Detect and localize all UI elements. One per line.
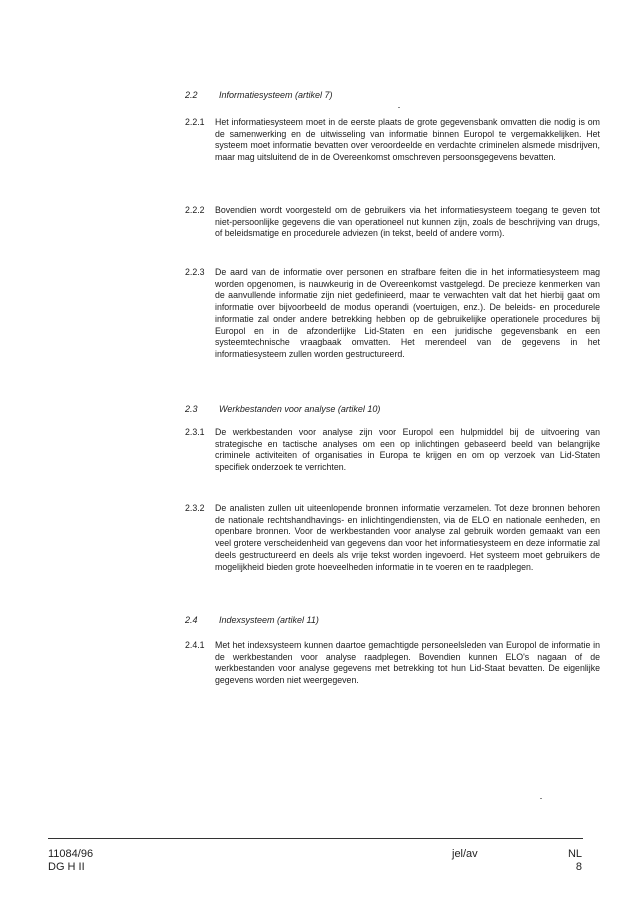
page-number: 8	[575, 861, 582, 873]
paragraph-number: 2.2.1	[185, 117, 205, 127]
paragraph-text: De werkbestanden voor analyse zijn voor Europol een hulpmiddel bij de uitvoering van strategische en tactische analyses om een op inlichtingen gebaseerd beeld van belangrijke criminele activiteiten of organisaties in Europa te krijgen en om op verzoek van Lid-Staten specifiek onderzoek te verrichten.	[215, 427, 600, 473]
paragraph-text: Bovendien wordt voorgesteld om de gebruikers via het informatiesysteem toegang te geven tot niet-persoonlijke gegevens die van operationeel nut kunnen zijn, zoals de beschrijving van drugs, of beleidsmatige en procedurele adviezen (in tekst, beeld of andere vorm).	[215, 205, 600, 239]
document-number: 11084/96	[48, 848, 94, 860]
paragraph-text: Het informatiesysteem moet in de eerste plaats de grote gegevensbank omvatten die nodig is om de samenwerking en de uitwisseling van informatie binnen Europol te vergemakkelijken. Het systeem moet informatie bevatten over veroordeelde en verdachte criminelen alsmede misdrijven, maar mag uitsluitend de in de Overeenkomst omschreven persoonsgegevens bevatten.	[215, 117, 600, 163]
paragraph-text: De aard van de informatie over personen en strafbare feiten die in het informatiesysteem mag worden opgenomen, is nauwkeurig in de Overeenkomst vastgelegd. De precieze kenmerken van de aanvullende informatie zijn niet gedefinieerd, maar te verwachten valt dat het hierbij gaat om informatie over bijvoorbeeld de modus operandi (voertuigen, enz.). De beleids- en procedurele informatie zal onder andere betrekking hebben op de gebruikelijke operationele procedures bij Europol en in de afzonderlijke Lid-Staten en een juridische gegevensbank en een systeemtechnische vraagbaak omvatten. Het merendeel van de gegevens in het informatiesysteem zullen worden gestructureerd.	[215, 267, 600, 359]
section-number: 2.2	[185, 90, 198, 100]
paragraph-2-4-1	[185, 640, 600, 687]
section-heading-2-3	[185, 404, 380, 414]
section-number: 2.4	[185, 615, 198, 625]
paragraph-number: 2.3.1	[185, 427, 205, 437]
section-heading-2-2	[185, 90, 333, 100]
directorate: DG H II	[48, 861, 85, 873]
footer-initials: jel/av	[452, 848, 478, 860]
paragraph-number: 2.3.2	[185, 503, 205, 513]
paragraph-text: De analisten zullen uit uiteenlopende bronnen informatie verzamelen. Tot deze bronnen behoren de nationale rechtshandhavings- en inlichtingendiensten, via de ELO en nationale eenheden, en openbare bronnen. Voor de werkbestanden voor analyse zal gebruik worden gemaakt van een veel grotere verscheidenheid van gegevens dan voor het informatiesysteem en deze informatie zal deels gestructureerd en deels als vrije tekst worden ingevoerd. Het systeem moet gebruikers de mogelijkheid bieden grote hoeveelheden informatie in te voeren en te raadplegen.	[215, 503, 600, 572]
paragraph-number: 2.2.3	[185, 267, 205, 277]
scan-speck	[540, 798, 542, 799]
scan-speck	[398, 107, 400, 108]
paragraph-2-2-2	[185, 205, 600, 240]
language-code: NL	[567, 848, 582, 860]
section-title: Werkbestanden voor analyse (artikel 10)	[219, 404, 381, 414]
section-title: Indexsysteem (artikel 11)	[219, 615, 319, 625]
paragraph-2-3-2	[185, 503, 600, 573]
paragraph-text: Met het indexsysteem kunnen daartoe gemachtigde personeelsleden van Europol de informatie in de werkbestanden voor analyse raadplegen. Bovendien kunnen ELO's nagaan of de werkbestanden voor analyse gegevens met betrekking tot hun Lid-Staat bevatten. De eigenlijke gegevens worden niet weergegeven.	[215, 640, 600, 686]
section-title: Informatiesysteem (artikel 7)	[219, 90, 333, 100]
footer-rule	[48, 838, 583, 839]
paragraph-number: 2.4.1	[185, 640, 205, 650]
footer-right	[560, 848, 582, 874]
paragraph-2-3-1	[185, 427, 600, 474]
section-heading-2-4	[185, 615, 319, 625]
paragraph-2-2-3	[185, 267, 600, 361]
section-number: 2.3	[185, 404, 198, 414]
paragraph-2-2-1	[185, 117, 600, 164]
paragraph-number: 2.2.2	[185, 205, 205, 215]
footer-left	[48, 848, 93, 874]
